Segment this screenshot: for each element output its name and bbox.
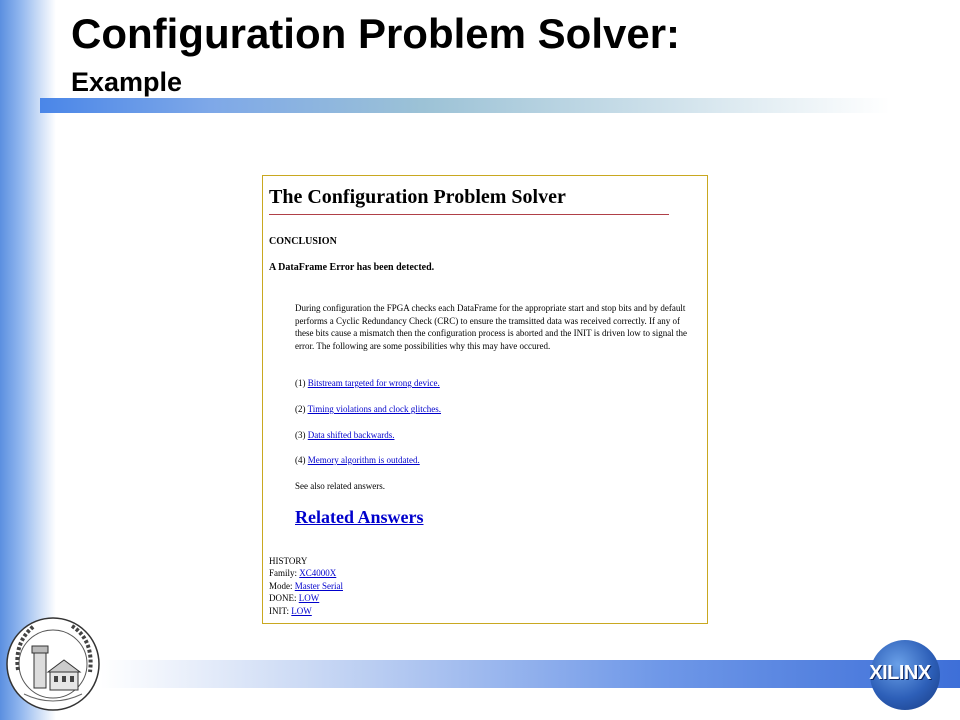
slide-title: Configuration Problem Solver: (71, 10, 681, 57)
history-row-init (269, 605, 343, 617)
possibility-number: (2) (295, 404, 306, 414)
history-key: Family: (269, 568, 298, 579)
error-detected-text: A DataFrame Error has been detected. (269, 262, 435, 273)
possibility-2 (295, 404, 441, 414)
title-underline-bar (40, 98, 890, 113)
xilinx-logo-text: XILINX (869, 662, 931, 684)
possibility-link[interactable]: Memory algorithm is outdated. (307, 455, 420, 465)
history-section (269, 555, 343, 617)
possibility-link[interactable]: Data shifted backwards. (307, 430, 395, 440)
possibility-link[interactable]: Timing violations and clock glitches. (307, 404, 442, 414)
related-answers-link[interactable]: Related Answers (295, 507, 424, 527)
possibility-number: (1) (295, 378, 306, 388)
conclusion-label: CONCLUSION (269, 236, 337, 247)
see-also-text: See also related answers. (295, 481, 385, 491)
history-value-link[interactable]: XC4000X (299, 568, 337, 579)
history-key: DONE: (269, 593, 297, 604)
bottom-gradient-band (100, 660, 960, 688)
screenshot-heading: The Configuration Problem Solver (269, 186, 566, 208)
university-seal-icon (4, 612, 102, 716)
history-key: INIT: (269, 605, 290, 616)
error-description: During configuration the FPGA checks each DataFrame for the appropriate start and stop bits and by default performs a Cyclic Redundancy Check (CRC) to ensure the tramsitted data was received correctly. If any of these bits cause a mismatch then the configuration process is aborted and the INIT is driven low to signal the error. The following are some possibilities why this may have occured. (295, 303, 687, 351)
possibility-number: (4) (295, 455, 306, 465)
history-row-family (269, 567, 343, 579)
possibility-4 (295, 455, 420, 465)
history-row-done (269, 592, 343, 604)
history-row-mode (269, 580, 343, 592)
history-value-link[interactable]: LOW (298, 593, 320, 604)
xilinx-logo-icon (848, 640, 952, 710)
heading-rule (269, 214, 669, 215)
possibility-3 (295, 430, 394, 440)
history-value-link[interactable]: Master Serial (294, 580, 343, 591)
history-key: Mode: (269, 580, 293, 591)
possibility-link[interactable]: Bitstream targeted for wrong device. (307, 378, 440, 388)
possibility-number: (3) (295, 430, 306, 440)
history-value-link[interactable]: LOW (291, 605, 312, 616)
slide-subtitle: Example (71, 67, 183, 97)
possibility-1 (295, 378, 440, 388)
problem-solver-screenshot (262, 175, 708, 624)
history-label: HISTORY (269, 556, 308, 566)
